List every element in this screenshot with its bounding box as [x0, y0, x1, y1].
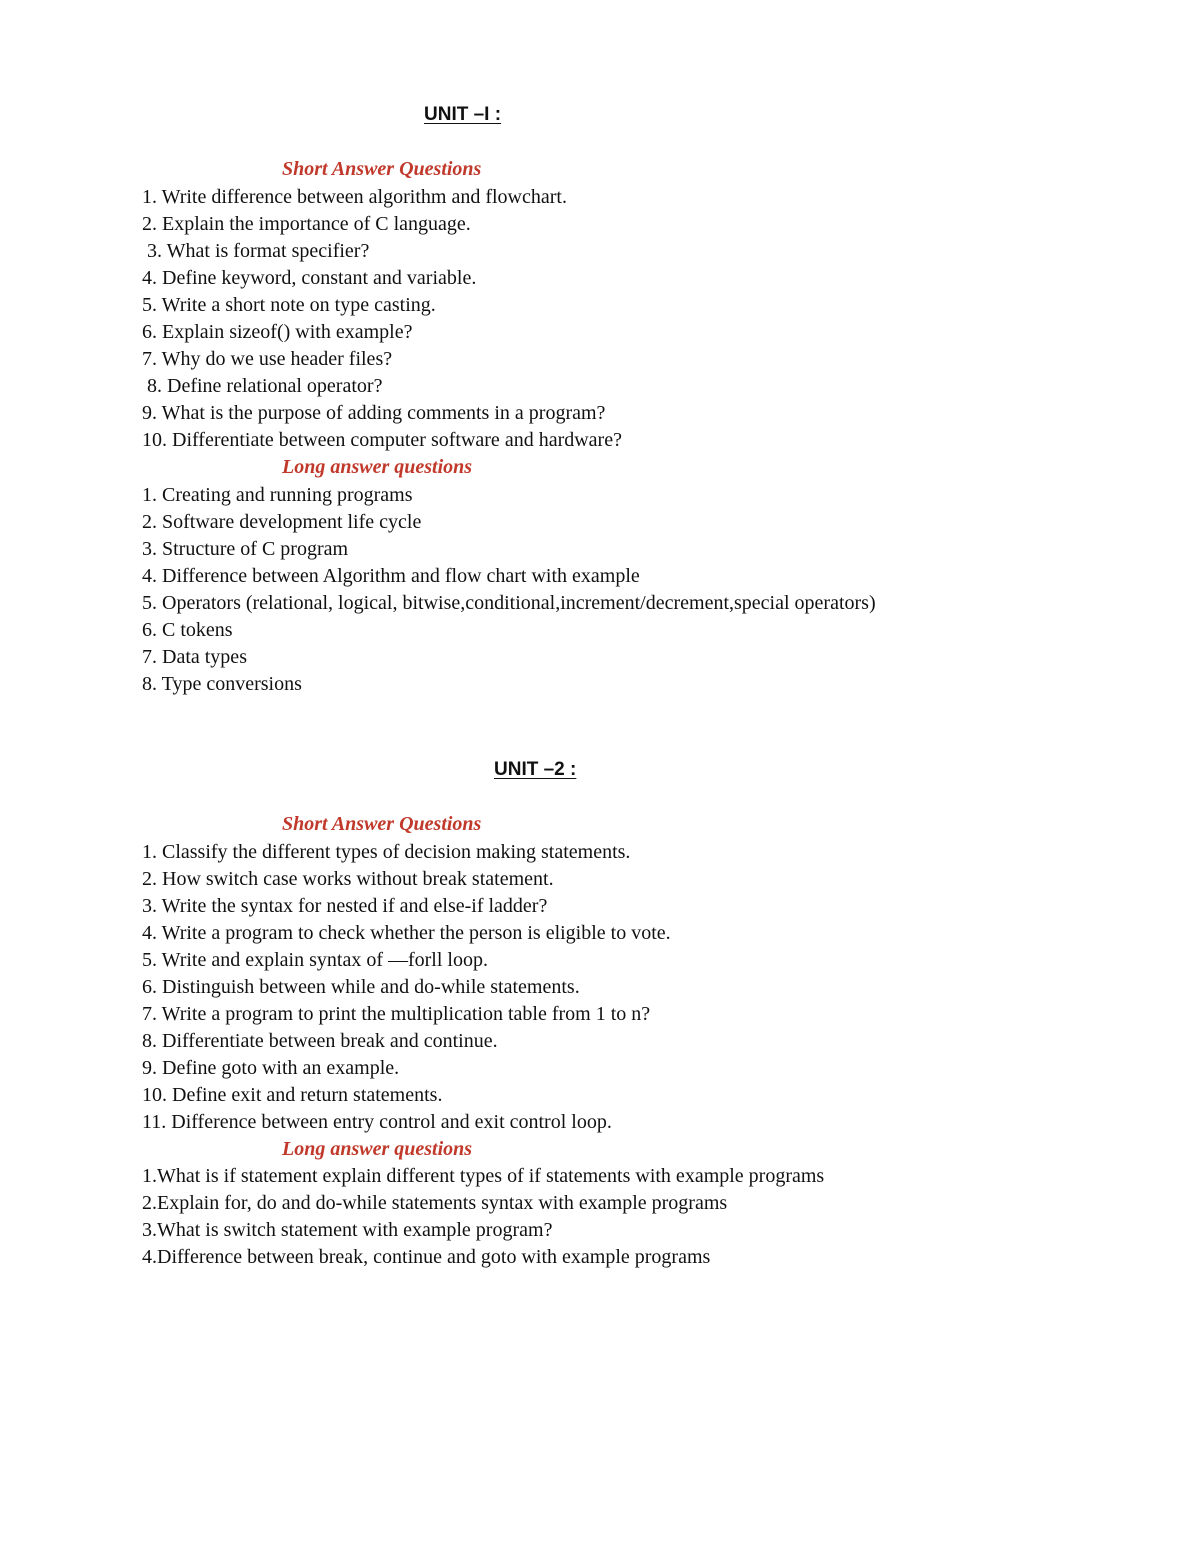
list-item: 9. What is the purpose of adding comments in a program?: [142, 402, 606, 424]
unit-1-short-list: [142, 184, 622, 454]
list-item: 7. Why do we use header files?: [142, 348, 393, 370]
list-item: 3. Write the syntax for nested if and else-if ladder?: [142, 895, 548, 917]
list-item: 4. Write a program to check whether the person is eligible to vote.: [142, 922, 671, 944]
list-item: 9. Define goto with an example.: [142, 1057, 400, 1079]
list-item: 5. Write a short note on type casting.: [142, 294, 436, 316]
list-item: 3. What is format specifier?: [142, 240, 370, 262]
list-item: 4. Difference between Algorithm and flow chart with example: [142, 565, 640, 587]
unit-1-long-heading: Long answer questions: [282, 456, 473, 478]
list-item: 8. Differentiate between break and continue.: [142, 1030, 498, 1052]
list-item: 2.Explain for, do and do-while statements syntax with example programs: [142, 1192, 728, 1214]
list-item: 2. Software development life cycle: [142, 511, 422, 533]
list-item: 10. Define exit and return statements.: [142, 1084, 443, 1106]
list-item: 1.What is if statement explain different types of if statements with example programs: [142, 1165, 825, 1187]
list-item: 4.Difference between break, continue and goto with example programs: [142, 1246, 711, 1268]
list-item: 6. Distinguish between while and do-while statements.: [142, 976, 580, 998]
unit-2-title: UNIT –2 :: [494, 759, 577, 780]
list-item: 1. Creating and running programs: [142, 484, 413, 506]
unit-2-short-heading: Short Answer Questions: [282, 813, 482, 835]
list-item: 8. Type conversions: [142, 673, 302, 695]
unit-1-long-list: [142, 482, 876, 698]
list-item: 7. Data types: [142, 646, 247, 668]
list-item: 1. Classify the different types of decision making statements.: [142, 841, 631, 863]
list-item: 4. Define keyword, constant and variable.: [142, 267, 477, 289]
list-item: 2. Explain the importance of C language.: [142, 213, 471, 235]
unit-2-long-list: [142, 1163, 824, 1271]
unit-1-short-heading: Short Answer Questions: [282, 158, 482, 180]
list-item: 1. Write difference between algorithm and flowchart.: [142, 186, 567, 208]
list-item: 11. Difference between entry control and exit control loop.: [142, 1111, 612, 1133]
list-item: 8. Define relational operator?: [142, 375, 383, 397]
list-item: 7. Write a program to print the multiplication table from 1 to n?: [142, 1003, 651, 1025]
list-item: 5. Write and explain syntax of —forll loop.: [142, 949, 488, 971]
list-item: 3. Structure of C program: [142, 538, 349, 560]
unit-1-title: UNIT –I :: [424, 104, 502, 125]
list-item: 6. Explain sizeof() with example?: [142, 321, 413, 343]
list-item: 6. C tokens: [142, 619, 233, 641]
unit-2-long-heading: Long answer questions: [282, 1138, 473, 1160]
list-item: 5. Operators (relational, logical, bitwise,conditional,increment/decrement,special operators): [142, 592, 876, 614]
list-item: 2. How switch case works without break statement.: [142, 868, 554, 890]
list-item: 10. Differentiate between computer software and hardware?: [142, 429, 622, 451]
list-item: 3.What is switch statement with example program?: [142, 1219, 553, 1241]
unit-2-short-list: [142, 839, 671, 1136]
